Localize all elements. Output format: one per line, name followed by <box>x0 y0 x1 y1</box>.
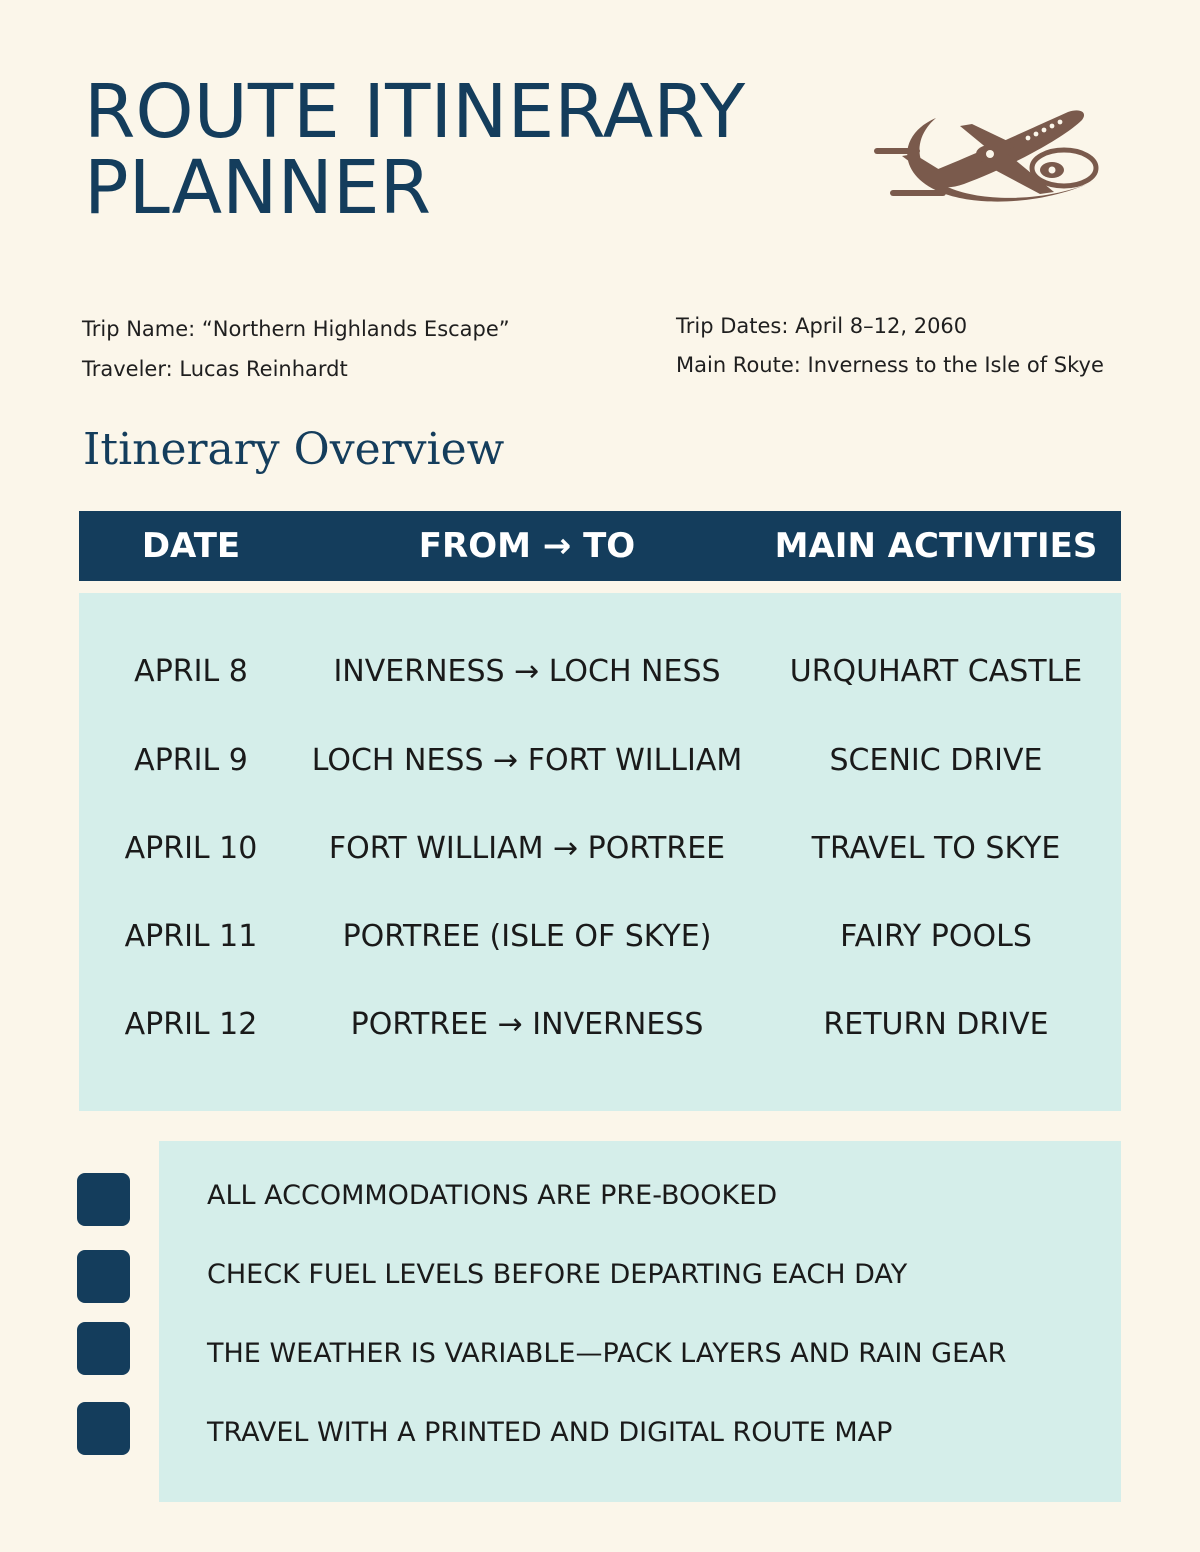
row-activity: RETURN DRIVE <box>823 1007 1049 1042</box>
row-activity: FAIRY POOLS <box>840 919 1032 954</box>
title-line-2: PLANNER <box>84 145 432 231</box>
row-route: INVERNESS → LOCH NESS <box>333 654 721 689</box>
trip-info-right <box>676 307 1104 385</box>
table-row <box>79 824 1121 874</box>
trip-info-left <box>82 309 510 389</box>
trip-dates: Trip Dates: April 8–12, 2060 <box>676 314 968 338</box>
row-date: APRIL 11 <box>124 919 258 954</box>
table-header <box>79 511 1121 581</box>
table-row <box>79 1000 1121 1050</box>
column-header-route: FROM → TO <box>418 526 636 566</box>
row-route: PORTREE → INVERNESS <box>350 1007 704 1042</box>
table-row <box>79 736 1121 786</box>
note-item: ALL ACCOMMODATIONS ARE PRE-BOOKED <box>207 1180 778 1211</box>
row-date: APRIL 10 <box>124 831 258 866</box>
note-item: TRAVEL WITH A PRINTED AND DIGITAL ROUTE MAP <box>207 1417 893 1448</box>
table-row <box>79 912 1121 962</box>
checkbox[interactable] <box>77 1322 130 1375</box>
title-line-1: ROUTE ITINERARY <box>84 69 746 155</box>
row-route: LOCH NESS → FORT WILLIAM <box>311 743 743 778</box>
note-item: THE WEATHER IS VARIABLE—PACK LAYERS AND RAIN GEAR <box>207 1338 1007 1369</box>
row-date: APRIL 8 <box>134 654 248 689</box>
trip-name: Trip Name: “Northern Highlands Escape” <box>82 317 510 341</box>
row-route: PORTREE (ISLE OF SKYE) <box>342 919 712 954</box>
note-item: CHECK FUEL LEVELS BEFORE DEPARTING EACH DAY <box>207 1259 908 1290</box>
row-activity: TRAVEL TO SKYE <box>811 831 1061 866</box>
row-date: APRIL 12 <box>124 1007 258 1042</box>
main-route: Main Route: Inverness to the Isle of Skye <box>676 353 1104 377</box>
section-title: Itinerary Overview <box>83 424 505 475</box>
table-row <box>79 647 1121 697</box>
checkbox[interactable] <box>77 1402 130 1455</box>
column-header-activities: MAIN ACTIVITIES <box>774 526 1098 566</box>
itinerary-table <box>79 593 1121 1111</box>
traveler-name: Traveler: Lucas Reinhardt <box>82 357 348 381</box>
airplane-icon <box>868 104 1108 216</box>
row-activity: SCENIC DRIVE <box>829 743 1043 778</box>
column-header-date: DATE <box>141 526 241 566</box>
checkbox[interactable] <box>77 1250 130 1303</box>
row-route: FORT WILLIAM → PORTREE <box>328 831 726 866</box>
checkbox[interactable] <box>77 1173 130 1226</box>
page-title <box>84 69 746 231</box>
row-activity: URQUHART CASTLE <box>789 654 1083 689</box>
row-date: APRIL 9 <box>134 743 248 778</box>
